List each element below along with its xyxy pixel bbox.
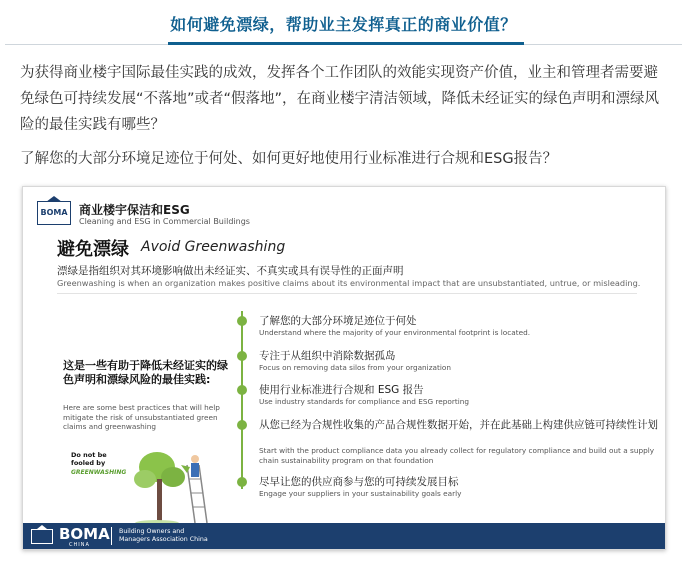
practice-2-zh: 专注于从组织中消除数据孤岛 (259, 350, 396, 362)
greenwashing-illustration (69, 437, 219, 529)
practice-1-zh: 了解您的大部分环境足迹位于何处 (259, 315, 417, 327)
practice-5-en: Engage your suppliers in your sustainability goals early (259, 489, 462, 498)
boma-footer-logo-icon (31, 529, 53, 544)
slide-brand-en: Cleaning and ESG in Commercial Buildings (79, 217, 250, 226)
timeline-line (241, 311, 243, 489)
practice-3-en: Use industry standards for compliance and ESG reporting (259, 397, 470, 406)
practice-4-en: Start with the product compliance data you already collect for regulatory compliance and build out a supply chain sustainability program on that foundation (259, 446, 655, 465)
question-paragraph: 了解您的大部分环境足迹位于何处、如何更好地使用行业标准进行合规和ESG报告？ (20, 151, 558, 167)
definition-zh: 漂绿是指组织对其环境影响做出未经证实、不真实或具有误导性的正面声明 (57, 265, 404, 277)
header-accent-bar (168, 42, 524, 45)
slide-brand-zh: 商业楼宇保洁和ESG (79, 203, 190, 217)
infographic-slide (22, 186, 666, 550)
illustration-caption-line1: Do not be (71, 451, 107, 459)
article-header (0, 0, 687, 50)
footer-boma: BOMA (59, 525, 110, 543)
slide-footer (23, 523, 666, 549)
practice-3-zh: 使用行业标准进行合规和 ESG 报告 (259, 384, 424, 396)
illustration-caption-line2: fooled by (71, 459, 106, 467)
practice-4-zh: 从您已经为合规性收集的产品合规性数据开始，并在此基础上构建供应链可持续性计划 (259, 419, 658, 431)
footer-org-name: Building Owners and Managers Association China (119, 528, 208, 543)
timeline-dot-icon (237, 420, 247, 430)
slide-title-en: Avoid Greenwashing (141, 239, 286, 255)
timeline-dot-icon (237, 477, 247, 487)
slide-divider (57, 293, 637, 294)
intro-paragraph: 为获得商业楼宇国际最佳实践的成效，发挥各个工作团队的效能实现资产价值，业主和管理者需要避免绿色可持续发展“不落地”或者“假落地”，在商业楼宇清洁领域，降低未经证实的绿色声明和漂绿风险的最佳实践有哪些？ (20, 65, 660, 133)
footer-china: CHINA (69, 542, 90, 548)
person-icon (191, 455, 199, 463)
footer-separator (111, 527, 112, 545)
tree-trunk-icon (157, 479, 162, 521)
timeline-dot-icon (237, 385, 247, 395)
boma-logo-icon: BOMA (37, 201, 71, 225)
best-practices-heading-en: Here are some best practices that will help mitigate the risk of unsubstantiated green claims and greenwashing (63, 403, 220, 431)
best-practices-heading-zh: 这是一些有助于降低未经证实的绿色声明和漂绿风险的最佳实践: (63, 359, 228, 386)
timeline-dot-icon (237, 316, 247, 326)
timeline-dot-icon (237, 351, 247, 361)
illustration-caption-line3: GREENWASHING (71, 469, 127, 476)
definition-en: Greenwashing is when an organization makes positive claims about its environmental impact that are unsubstantiated, untrue, or misleading. (57, 278, 641, 288)
practice-2-en: Focus on removing data silos from your organization (259, 363, 451, 372)
article-title: 如何避免漂绿，帮助业主发挥真正的商业价值？ (170, 15, 517, 34)
practice-1-en: Understand where the majority of your environmental footprint is located. (259, 328, 531, 337)
practice-5-zh: 尽早让您的供应商参与您的可持续发展目标 (259, 476, 459, 488)
slide-title-zh: 避免漂绿 (57, 239, 129, 260)
